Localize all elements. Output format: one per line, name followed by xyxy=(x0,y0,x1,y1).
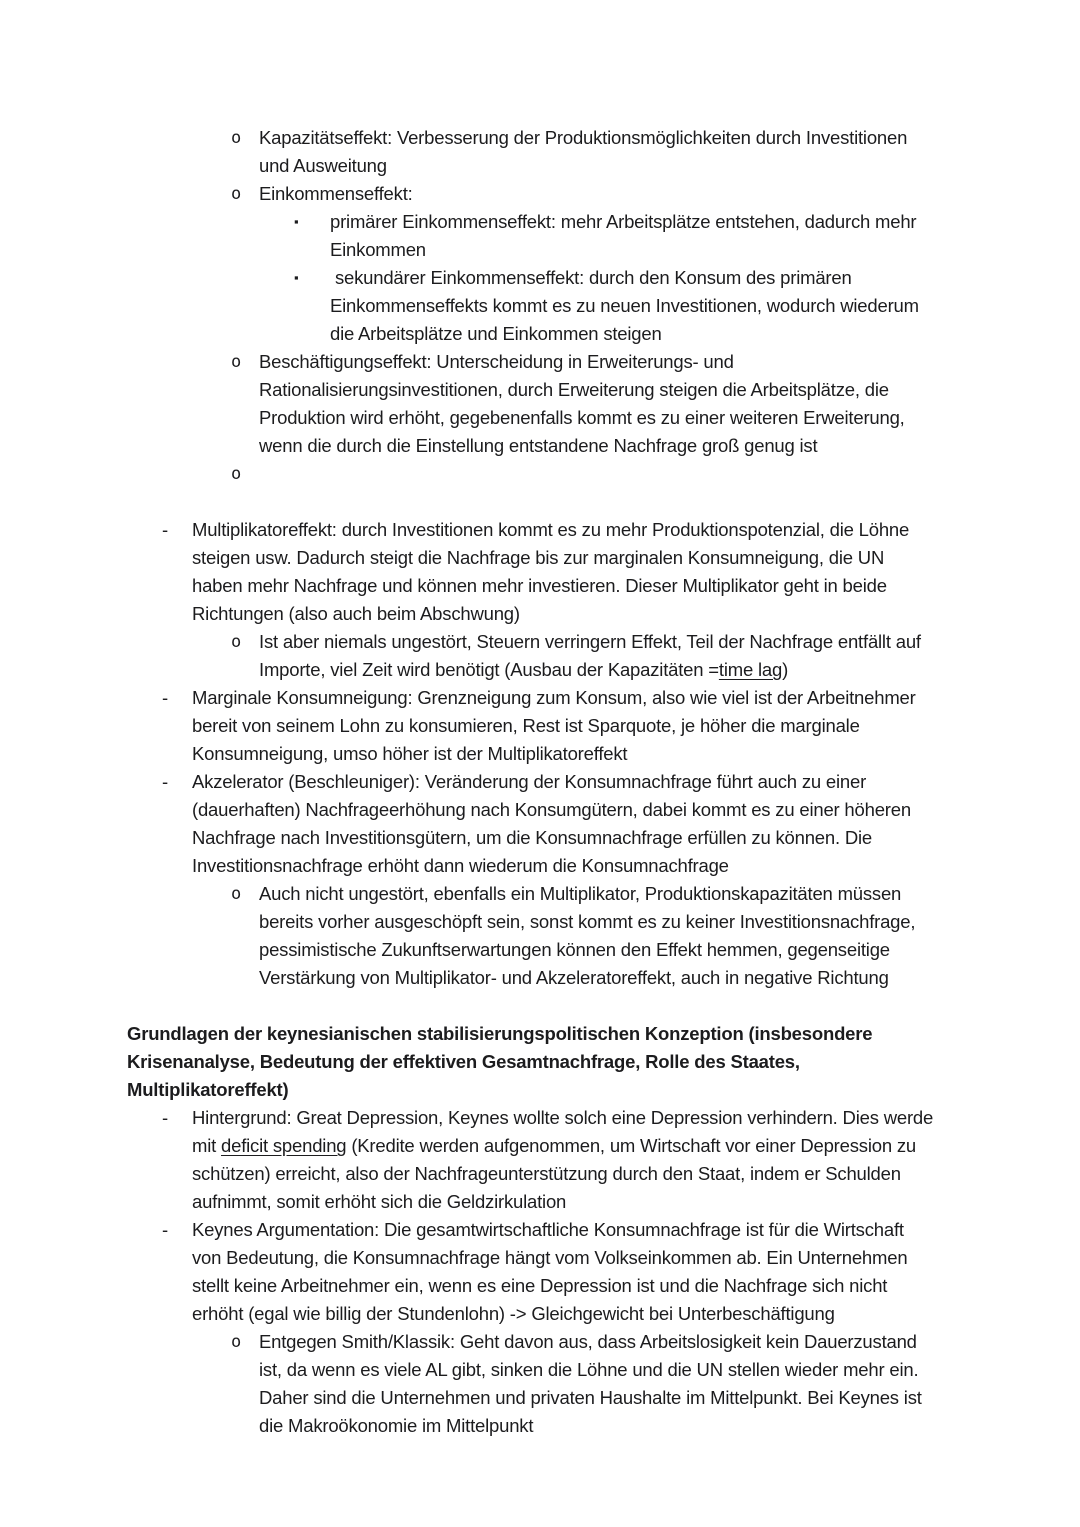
dash-bullet-marker: - xyxy=(162,519,168,540)
list-item-primaerer-einkommenseffekt xyxy=(0,208,1080,264)
list-item-akzelerator xyxy=(0,768,1080,880)
list-item-text xyxy=(259,628,935,684)
document-content xyxy=(0,124,1080,1440)
square-bullet-marker: ▪ xyxy=(294,270,299,285)
list-item-text xyxy=(330,208,935,264)
list-item-sekundaerer-einkommenseffekt xyxy=(0,264,1080,348)
text-segment: Beschäftigungseffekt: Unterscheidung in Erweiterungs- und Rationalisierungsinvestitionen, durch Erweiterung steigen die Arbeitsplätze, die Produktion wird erhöht, gegebenenfalls kommt es zu einer weiteren Erweiterung, wenn die durch die Einstellung entstandene Nachfrage groß genug ist xyxy=(259,351,910,456)
dash-bullet-marker: - xyxy=(162,1219,168,1240)
list-item-einkommenseffekt xyxy=(0,180,1080,208)
text-segment: Einkommenseffekt: xyxy=(259,183,413,204)
circle-bullet-marker: o xyxy=(231,184,242,204)
text-segment: sekundärer Einkommenseffekt: durch den Konsum des primären Einkommenseffekts kommt es zu neuen Investitionen, wodurch wiederum die Arbeitsplätze und Einkommen steigen xyxy=(330,267,924,344)
text-segment: Multiplikatoreffekt: durch Investitionen kommt es zu mehr Produktionspotenzial, die Löhne steigen usw. Dadurch steigt die Nachfrage bis zur marginalen Konsumneigung, die UN haben mehr Nachfrage und können mehr investieren. Dieser Multiplikator geht in beide Richtungen (also auch beim Abschwung) xyxy=(192,519,915,624)
circle-bullet-marker: o xyxy=(231,128,242,148)
list-item-text xyxy=(259,124,935,180)
list-item-text xyxy=(259,348,935,460)
text-segment: Keynes Argumentation: Die gesamtwirtschaftliche Konsumnachfrage ist für die Wirtschaft von Bedeutung, die Konsumnachfrage hängt vom Volkseinkommen ab. Ein Unternehmen stellt keine Arbeitnehmer ein, wenn es eine Depression ist und die Nachfrage sich nicht erhöht (egal wie billig der Stundenlohn) -> Gleichgewicht bei Unterbeschäftigung xyxy=(192,1219,913,1324)
circle-bullet-marker: o xyxy=(231,632,242,652)
text-segment: Kapazitätseffekt: Verbesserung der Produktionsmöglichkeiten durch Investitionen und Ausweitung xyxy=(259,127,913,176)
list-item-kapazitaetseffekt xyxy=(0,124,1080,180)
list-item-text xyxy=(192,1104,939,1216)
dash-bullet-marker: - xyxy=(162,687,168,708)
list-item-multiplikatoreffekt xyxy=(0,516,1080,628)
list-item-multiplikator-einschraenkung xyxy=(0,628,1080,684)
list-item-marginale-konsumneigung xyxy=(0,684,1080,768)
text-segment: Hintergrund: Great Depression, Keynes wollte solch eine Depression verhindern. Dies werde mit xyxy=(192,1107,939,1156)
text-segment: primärer Einkommenseffekt: mehr Arbeitsplätze entstehen, dadurch mehr Einkommen xyxy=(330,211,922,260)
list-item-text xyxy=(192,1216,935,1328)
list-item-beschaeftigungseffekt xyxy=(0,348,1080,460)
dash-bullet-marker: - xyxy=(162,771,168,792)
list-item-text xyxy=(259,880,935,992)
paragraph-spacer xyxy=(0,488,1080,516)
list-item-text xyxy=(192,516,935,628)
list-item-leerer-punkt xyxy=(0,460,1080,488)
list-item-text xyxy=(192,768,935,880)
grundlagen-keynes-heading xyxy=(127,1020,935,1104)
text-segment: Marginale Konsumneigung: Grenzneigung zum Konsum, also wie viel ist der Arbeitnehmer bereit von seinem Lohn zu konsumieren, Rest ist Sparquote, je höher die marginale Konsumneigung, umso höher ist der Multiplikatoreffekt xyxy=(192,687,921,764)
text-segment: Auch nicht ungestört, ebenfalls ein Multiplikator, Produktionskapazitäten müssen bereits vorher ausgeschöpft sein, sonst kommt es zu keiner Investitionsnachfrage, pessimistische Zukunftserwartungen können den Effekt hemmen, gegenseitige Verstärkung von Multiplikator- und Akzeleratoreffekt, auch in negative Richtung xyxy=(259,883,921,988)
list-item-akzelerator-einschraenkung xyxy=(0,880,1080,992)
circle-bullet-marker: o xyxy=(231,352,242,372)
list-item-text xyxy=(259,180,935,208)
list-item-hintergrund xyxy=(0,1104,1080,1216)
text-segment: Ist aber niemals ungestört, Steuern verringern Effekt, Teil der Nachfrage entfällt auf Importe, viel Zeit wird benötigt (Ausbau der Kapazitäten = xyxy=(259,631,926,680)
text-segment: Entgegen Smith/Klassik: Geht davon aus, dass Arbeitslosigkeit kein Dauerzustand ist, da wenn es viele AL gibt, sinken die Löhne und die UN stellen wieder mehr ein. Daher sind die Unternehmen und privaten Haushalte im Mittelpunkt. Bei Keynes ist die Makroökonomie im Mittelpunkt xyxy=(259,1331,927,1436)
text-segment: ) xyxy=(782,659,789,680)
dash-bullet-marker: - xyxy=(162,1107,168,1128)
list-item-text xyxy=(330,264,935,348)
list-item-text xyxy=(192,684,935,768)
list-item-entgegen-smith-klassik xyxy=(0,1328,1080,1440)
text-segment: Grundlagen der keynesianischen stabilisierungspolitischen Konzeption (insbesondere Krisenanalyse, Bedeutung der effektiven Gesamtnachfrage, Rolle des Staates, Multiplikatoreffekt) xyxy=(127,1023,878,1100)
list-item-keynes-argumentation xyxy=(0,1216,1080,1328)
circle-bullet-marker: o xyxy=(231,1332,242,1352)
text-segment: (Kredite werden aufgenommen, um Wirtschaft vor einer Depression zu schützen) erreicht, also der Nachfrageunterstützung durch den Staat, indem er Schulden aufnimmt, somit erhöht sich die Geldzirkulation xyxy=(192,1135,921,1212)
list-item-text xyxy=(259,1328,935,1440)
heading-text xyxy=(127,1020,935,1104)
underlined-term: time lag xyxy=(718,659,783,680)
square-bullet-marker: ▪ xyxy=(294,214,299,229)
underlined-term: deficit spending xyxy=(221,1135,347,1156)
circle-bullet-marker: o xyxy=(231,884,242,904)
text-segment: Akzelerator (Beschleuniger): Veränderung der Konsumnachfrage führt auch zu einer (dauerhaften) Nachfrageerhöhung nach Konsumgütern, dabei kommt es zu einer höheren Nachfrage nach Investitionsgütern, um die Konsumnachfrage erfüllen zu können. Die Investitionsnachfrage erhöht dann wiederum die Konsumnachfrage xyxy=(192,771,916,876)
paragraph-spacer xyxy=(0,992,1080,1020)
circle-bullet-marker: o xyxy=(231,464,242,484)
